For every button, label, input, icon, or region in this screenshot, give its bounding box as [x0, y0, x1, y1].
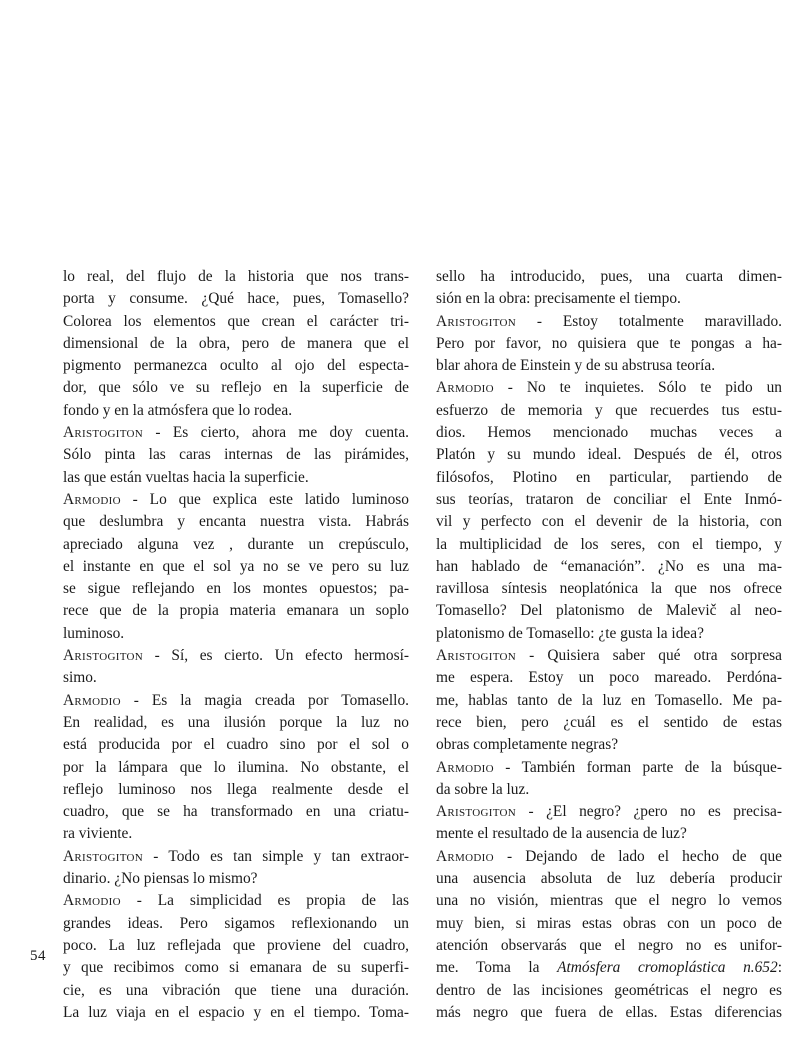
text-line	[63, 534, 409, 556]
speaker-name: Armodio	[63, 892, 121, 910]
line-text-tail: :	[777, 959, 782, 977]
line-text: apreciado alguna vez , durante un crepúsculo,	[63, 535, 409, 553]
speaker-name: Armodio	[63, 691, 121, 709]
line-text: Platón y su mundo ideal. Después de él, otros	[436, 446, 782, 464]
text-line	[436, 400, 782, 422]
line-text: dios. Hemos mencionado muchas veces a	[436, 424, 782, 442]
line-text: atención observarás que el negro no es unifor-	[436, 936, 782, 954]
line-text: ra viviente.	[63, 825, 133, 843]
line-text: - Lo que explica este latido luminoso	[120, 490, 409, 508]
line-text: cuadro, que se ha transformado en una criatu-	[63, 803, 409, 821]
speaker-name: Aristogiton	[63, 424, 144, 442]
line-text: poco. La luz reflejada que proviene del cuadro,	[63, 936, 409, 954]
line-text: da sobre la luz.	[436, 780, 530, 798]
text-line	[63, 400, 409, 422]
line-text: las que están vueltas hacia la superficie.	[63, 468, 309, 486]
text-line	[63, 600, 409, 622]
line-text: reflejo luminoso nos llega realmente desde el	[63, 780, 409, 798]
line-text: Colorea los elementos que crean el carácter tri-	[63, 312, 409, 330]
speaker-name: Armodio	[436, 847, 494, 865]
text-line	[436, 578, 782, 600]
speaker-name: Aristogiton	[63, 847, 144, 865]
text-line	[436, 355, 782, 377]
text-line	[63, 868, 409, 890]
text-line	[63, 712, 409, 734]
artwork-title: Atmósfera cromoplástica n.652	[557, 959, 778, 977]
line-text: - ¿El negro? ¿pero no es precisa-	[516, 803, 782, 821]
page-number: 54	[30, 948, 46, 964]
line-text: una ausencia absoluta de luz debería producir	[436, 870, 782, 888]
text-line	[436, 935, 782, 957]
text-line	[436, 913, 782, 935]
text-line	[63, 757, 409, 779]
text-line	[63, 333, 409, 355]
text-line	[63, 980, 409, 1002]
line-text: La luz viaja en el espacio y en el tiempo. Toma-	[63, 1003, 409, 1021]
text-line	[436, 757, 782, 779]
text-line	[436, 734, 782, 756]
text-line	[63, 467, 409, 489]
text-line	[63, 935, 409, 957]
text-line	[63, 422, 409, 444]
text-line	[436, 422, 782, 444]
text-line	[63, 823, 409, 845]
text-line	[63, 1002, 409, 1024]
line-text: más negro que fuera de ellas. Estas diferencias	[436, 1003, 782, 1021]
line-text: está producida por el cuadro sino por el sol o	[63, 736, 409, 754]
text-line	[436, 690, 782, 712]
line-text: pigmento permanezca oculto al ojo del especta-	[63, 357, 409, 375]
line-text: - También forman parte de la búsque-	[493, 758, 782, 776]
line-text: dimensional de la obra, pero de manera que el	[63, 334, 409, 352]
text-line	[436, 957, 782, 979]
line-text: En realidad, es una ilusión porque la luz no	[63, 713, 409, 731]
speaker-name: Aristogiton	[436, 647, 517, 665]
line-text: y que recibimos como si emanara de su superfi-	[63, 959, 409, 977]
line-text: Pero por favor, no quisiera que te pongas a ha-	[436, 334, 782, 352]
text-line	[436, 980, 782, 1002]
text-line	[436, 645, 782, 667]
line-text: el instante en que el sol ya no se ve pero su luz	[63, 557, 409, 575]
line-text: dor, que sólo ve su reflejo en la superficie de	[63, 379, 409, 397]
text-line	[63, 511, 409, 533]
text-line	[63, 556, 409, 578]
line-text: sello ha introducido, pues, una cuarta dimen-	[436, 268, 782, 285]
line-text: - Es cierto, ahora me doy cuenta.	[143, 424, 409, 442]
text-line	[436, 890, 782, 912]
line-text: obras completamente negras?	[436, 736, 619, 754]
text-line	[436, 623, 782, 645]
text-line	[63, 801, 409, 823]
line-text: luminoso.	[63, 624, 125, 642]
text-line	[436, 600, 782, 622]
text-line	[63, 734, 409, 756]
line-text: - No te inquietes. Sólo te pido un	[493, 379, 782, 397]
text-line	[436, 823, 782, 845]
text-line	[436, 333, 782, 355]
text-line	[63, 779, 409, 801]
text-line	[63, 890, 409, 912]
text-line	[63, 266, 409, 288]
line-text: me. Toma la	[436, 959, 558, 977]
text-line	[436, 868, 782, 890]
line-text: sus teorías, trataron de conciliar el Ente Inmó-	[436, 490, 782, 508]
text-line	[63, 690, 409, 712]
text-line	[63, 489, 409, 511]
text-line	[436, 288, 782, 310]
line-text: me, hablas tanto de la luz en Tomasello. Me pa-	[436, 691, 782, 709]
line-text: Sólo pinta las caras internas de las pirámides,	[63, 446, 409, 464]
text-line	[436, 467, 782, 489]
speaker-name: Armodio	[436, 758, 494, 776]
text-line	[63, 311, 409, 333]
line-text: la multiplicidad de los seres, con el tiempo, y	[436, 535, 782, 553]
text-line	[63, 355, 409, 377]
line-text: esfuerzo de memoria y que recuerdes tus estu-	[436, 401, 782, 419]
speaker-name: Armodio	[63, 490, 121, 508]
line-text: mente el resultado de la ausencia de luz?	[436, 825, 687, 843]
text-line	[436, 266, 782, 288]
line-text: me espera. Estoy un poco mareado. Perdóna-	[436, 669, 782, 687]
text-line	[63, 444, 409, 466]
line-text: blar ahora de Einstein y de su abstrusa teoría.	[436, 357, 716, 375]
text-line	[436, 667, 782, 689]
line-text: - Quisiera saber qué otra sorpresa	[516, 647, 782, 665]
text-line	[436, 511, 782, 533]
text-line	[436, 1002, 782, 1024]
line-text: lo real, del flujo de la historia que nos trans-	[63, 268, 409, 285]
line-text: Tomasello? Del platonismo de Malevič al neo-	[436, 602, 782, 620]
line-text: que deslumbra y encanta nuestra vista. Habrás	[63, 513, 409, 531]
text-line	[63, 288, 409, 310]
text-line	[436, 311, 782, 333]
text-line	[436, 534, 782, 556]
line-text: filósofos, Plotino en particular, partiendo de	[436, 468, 782, 486]
text-line	[63, 578, 409, 600]
text-line	[436, 779, 782, 801]
line-text: - Estoy totalmente maravillado.	[516, 312, 782, 330]
line-text: grandes ideas. Pero sigamos reflexionando un	[63, 914, 409, 932]
speaker-name: Aristogiton	[63, 647, 144, 665]
line-text: porta y consume. ¿Qué hace, pues, Tomasello?	[63, 290, 409, 308]
line-text: se sigue reflejando en los montes opuestos; pa-	[63, 580, 409, 598]
text-line	[436, 377, 782, 399]
line-text: - La simplicidad es propia de las	[120, 892, 409, 910]
line-text: cie, es una vibración que tiene una duración.	[63, 981, 409, 999]
line-text: dinario. ¿No piensas lo mismo?	[63, 870, 258, 888]
line-text: platonismo de Tomasello: ¿te gusta la idea?	[436, 624, 704, 642]
line-text: rece bien, pero ¿cuál es el sentido de estas	[436, 713, 782, 731]
line-text: vil y perfecto con el devenir de la historia, con	[436, 513, 782, 531]
line-text: dentro de las incisiones geométricas el negro es	[436, 981, 782, 999]
line-text: han hablado de “emanación”. ¿No es una ma-	[436, 557, 782, 575]
line-text: muy bien, si miras estas obras con un poco de	[436, 914, 782, 932]
line-text: - Es la magia creada por Tomasello.	[120, 691, 409, 709]
text-line	[436, 846, 782, 868]
line-text: sión en la obra: precisamente el tiempo.	[436, 290, 681, 308]
text-line	[63, 377, 409, 399]
text-line	[436, 801, 782, 823]
line-text: - Sí, es cierto. Un efecto hermosí-	[143, 647, 409, 665]
left-column	[63, 266, 409, 1024]
right-column	[436, 266, 782, 1024]
text-line	[63, 846, 409, 868]
text-line	[436, 712, 782, 734]
speaker-name: Aristogiton	[436, 803, 517, 821]
line-text: - Todo es tan simple y tan extraor-	[143, 847, 409, 865]
text-line	[436, 444, 782, 466]
text-line	[63, 645, 409, 667]
line-text: por la lámpara que lo ilumina. No obstante, el	[63, 758, 409, 776]
speaker-name: Aristogiton	[436, 312, 517, 330]
line-text: simo.	[63, 669, 97, 687]
speaker-name: Armodio	[436, 379, 494, 397]
line-text: rece que de la propia materia emanara un soplo	[63, 602, 409, 620]
text-line	[63, 957, 409, 979]
text-line	[63, 913, 409, 935]
line-text: ravillosa síntesis neoplatónica la que nos ofrece	[436, 580, 782, 598]
line-text: fondo y en la atmósfera que lo rodea.	[63, 401, 293, 419]
text-line	[63, 667, 409, 689]
text-line	[436, 556, 782, 578]
text-line	[63, 623, 409, 645]
line-text: una no visión, mientras que el negro lo vemos	[436, 892, 782, 910]
text-line	[436, 489, 782, 511]
line-text: - Dejando de lado el hecho de que	[493, 847, 782, 865]
